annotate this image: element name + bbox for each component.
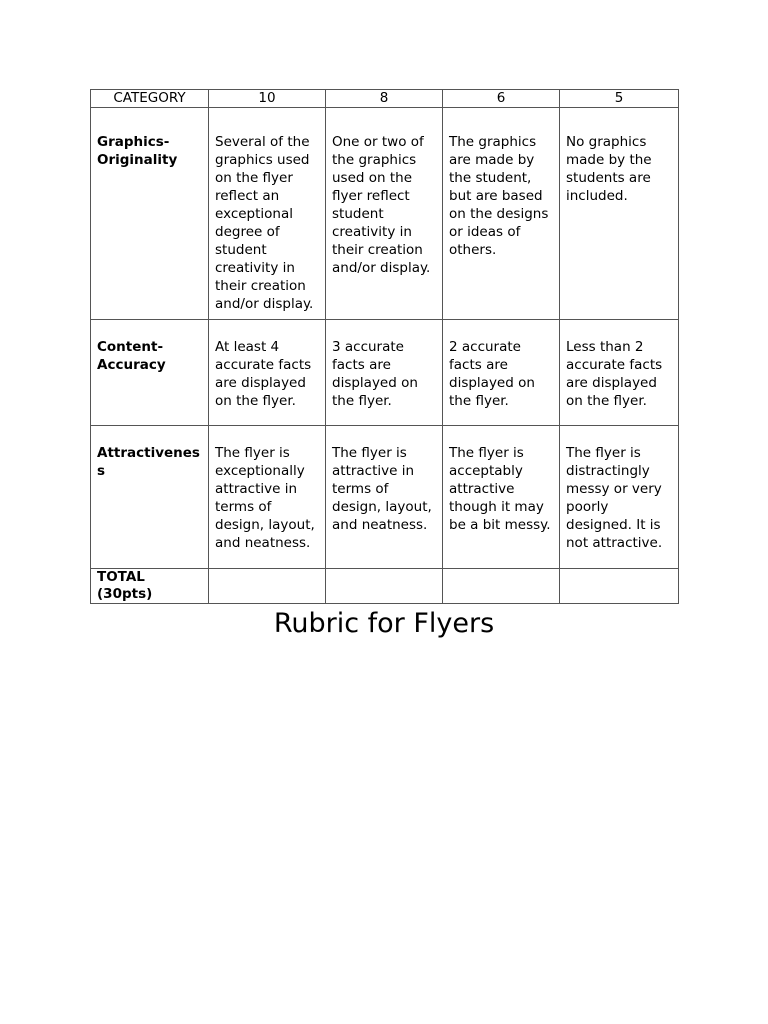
table-cell — [326, 569, 443, 604]
table-cell: The flyer is distractingly messy or very poorly designed. It is not attractive. — [560, 426, 679, 569]
header-score-6: 6 — [443, 90, 560, 108]
table-row — [91, 320, 679, 426]
table-cell: The graphics are made by the student, but are based on the designs or ideas of others. — [443, 108, 560, 320]
table-cell — [209, 569, 326, 604]
table-row — [91, 108, 679, 320]
header-category: CATEGORY — [91, 90, 209, 108]
table-row — [91, 426, 679, 569]
table-cell — [443, 569, 560, 604]
row-category: Attractiveness — [91, 426, 209, 569]
rubric-table — [90, 89, 679, 604]
table-cell: At least 4 accurate facts are displayed on the flyer. — [209, 320, 326, 426]
row-category: Content-Accuracy — [91, 320, 209, 426]
table-cell: 2 accurate facts are displayed on the flyer. — [443, 320, 560, 426]
header-row — [91, 90, 679, 108]
page-title: Rubric for Flyers — [273, 608, 495, 639]
table-cell: The flyer is attractive in terms of design, layout, and neatness. — [326, 426, 443, 569]
table-cell: The flyer is acceptably attractive though it may be a bit messy. — [443, 426, 560, 569]
header-score-5: 5 — [560, 90, 679, 108]
row-category: Graphics-Originality — [91, 108, 209, 320]
table-cell: Several of the graphics used on the flyer reflect an exceptional degree of student creativity in their creation and/or display. — [209, 108, 326, 320]
table-cell: 3 accurate facts are displayed on the flyer. — [326, 320, 443, 426]
table-cell: Less than 2 accurate facts are displayed on the flyer. — [560, 320, 679, 426]
total-row — [91, 569, 679, 604]
header-score-8: 8 — [326, 90, 443, 108]
row-category: TOTAL (30pts) — [91, 569, 209, 604]
table-cell: One or two of the graphics used on the flyer reflect student creativity in their creation and/or display. — [326, 108, 443, 320]
table-cell: No graphics made by the students are included. — [560, 108, 679, 320]
table-cell — [560, 569, 679, 604]
header-score-10: 10 — [209, 90, 326, 108]
table-cell: The flyer is exceptionally attractive in terms of design, layout, and neatness. — [209, 426, 326, 569]
